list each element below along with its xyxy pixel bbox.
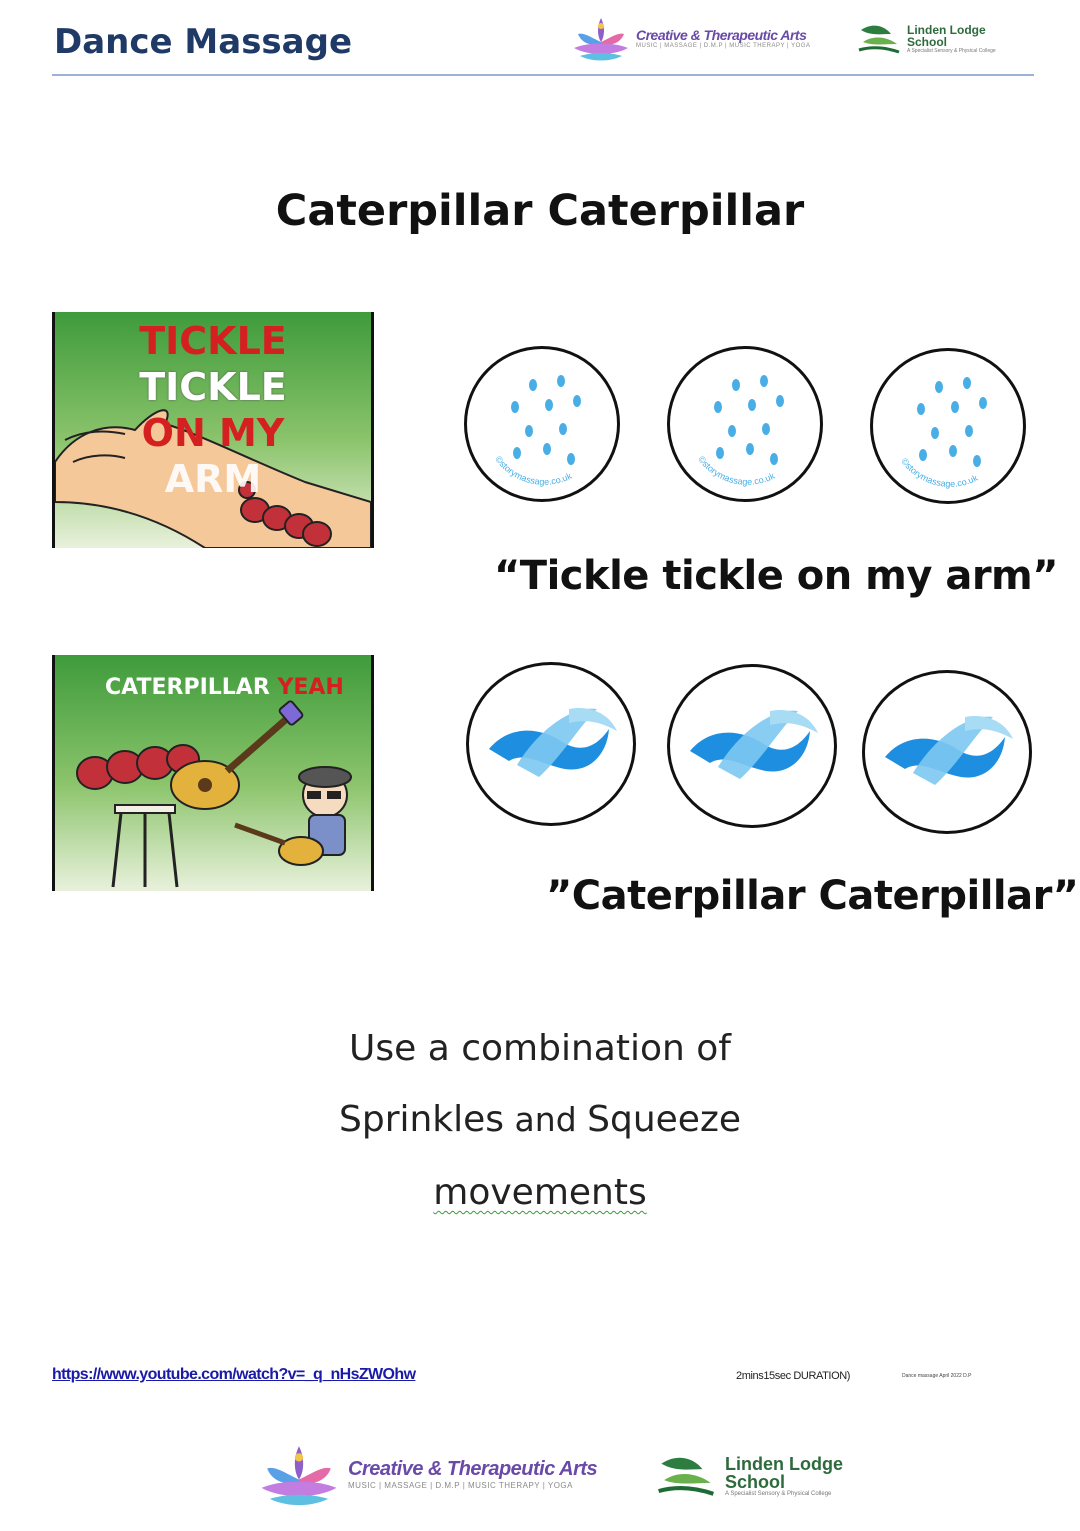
page-title-text: Caterpillar Caterpillar: [275, 186, 805, 236]
instruction-line: [0, 1099, 1080, 1140]
logo-subtext: MUSIC | MASSAGE | D.M.P | MUSIC THERAPY | YOGA: [636, 43, 811, 49]
youtube-link[interactable]: https://www.youtube.com/watch?v=_q_nHsZWOhw: [52, 1366, 416, 1383]
leaf-logo-icon: [857, 20, 901, 58]
page-title: [0, 186, 1080, 236]
header-divider: [52, 74, 1034, 76]
sprinkle-dots-icon: [670, 349, 820, 499]
stroke-caption: “Tickle tickle on my arm”: [494, 553, 1059, 599]
thumb-text: CATERPILLAR: [105, 675, 270, 700]
thumb-text-line: TICKLE: [139, 365, 287, 409]
logo-subtext: A Specialist Sensory & Physical College: [725, 1491, 832, 1497]
twist-squeeze-icon: [670, 667, 834, 825]
connector-text: and: [504, 1100, 588, 1139]
thumb-text-line: ARM: [164, 457, 262, 501]
movement-name: Squeeze: [587, 1099, 742, 1140]
logo-text: Creative & Therapeutic Arts: [348, 1458, 598, 1480]
sprinkle-dots-icon: [873, 351, 1023, 501]
logo-name-line1: Linden Lodge: [907, 23, 986, 37]
watermark-text: ©storymassage.co.uk: [696, 454, 777, 487]
musician-icon: [235, 767, 351, 865]
linden-lodge-logo: [655, 1450, 843, 1502]
instruction-line: [0, 1172, 1080, 1213]
sprinkles-stroke-circle: [667, 346, 823, 502]
sprinkle-dots-icon: [467, 349, 617, 499]
leaf-logo-icon: [655, 1450, 717, 1502]
twist-squeeze-icon: [469, 665, 633, 823]
svg-text:©storymassage.co.uk: [493, 454, 573, 487]
logo-name-line2: School: [725, 1472, 786, 1492]
logo-name-line2: School: [907, 35, 948, 49]
movement-name: Sprinkles: [338, 1099, 505, 1140]
duration-text: 2mins15sec DURATION): [736, 1370, 851, 1382]
twist-squeeze-icon: [865, 673, 1029, 831]
squeeze-stroke-circle: [466, 662, 636, 826]
caterpillar-guitar-illustration: [55, 655, 371, 891]
creative-therapeutic-arts-logo: [256, 1438, 597, 1510]
creative-therapeutic-arts-logo: [570, 12, 811, 64]
sprinkles-stroke-circle: [870, 348, 1026, 504]
svg-text:©storymassage.co.uk: [899, 456, 979, 489]
watermark-text: ©storymassage.co.uk: [493, 454, 574, 487]
svg-text:©storymassage.co.uk: [696, 454, 776, 487]
logo-name-line1: Linden Lodge: [725, 1454, 843, 1474]
squeeze-stroke-circle: [862, 670, 1032, 834]
lotus-logo-icon: [256, 1438, 342, 1510]
stroke-caption: ”Caterpillar Caterpillar”: [546, 873, 1079, 919]
squeeze-stroke-circle: [667, 664, 837, 828]
footer-note: Dance massage April 2022 D.P: [902, 1373, 972, 1379]
watermark-text: ©storymassage.co.uk: [899, 456, 980, 489]
logo-subtext: A Specialist Sensory & Physical College: [907, 48, 996, 54]
caterpillar-yeah-image: [52, 655, 374, 891]
stool-icon: [113, 805, 177, 887]
logo-text: Creative & Therapeutic Arts: [636, 27, 807, 43]
tickle-arm-image: [52, 312, 374, 548]
instruction-line: Use a combination of: [349, 1028, 731, 1069]
linden-lodge-logo: [857, 20, 996, 58]
logo-subtext: MUSIC | MASSAGE | D.M.P | MUSIC THERAPY | YOGA: [348, 1481, 573, 1490]
instruction-text: movements: [433, 1172, 647, 1213]
thumb-text: YEAH: [277, 675, 344, 700]
lotus-logo-icon: [570, 12, 632, 64]
page-header-title: Dance Massage: [54, 22, 353, 62]
thumb-text-line: ON MY: [141, 411, 285, 455]
thumb-text-line: TICKLE: [139, 319, 287, 363]
sprinkles-stroke-circle: [464, 346, 620, 502]
